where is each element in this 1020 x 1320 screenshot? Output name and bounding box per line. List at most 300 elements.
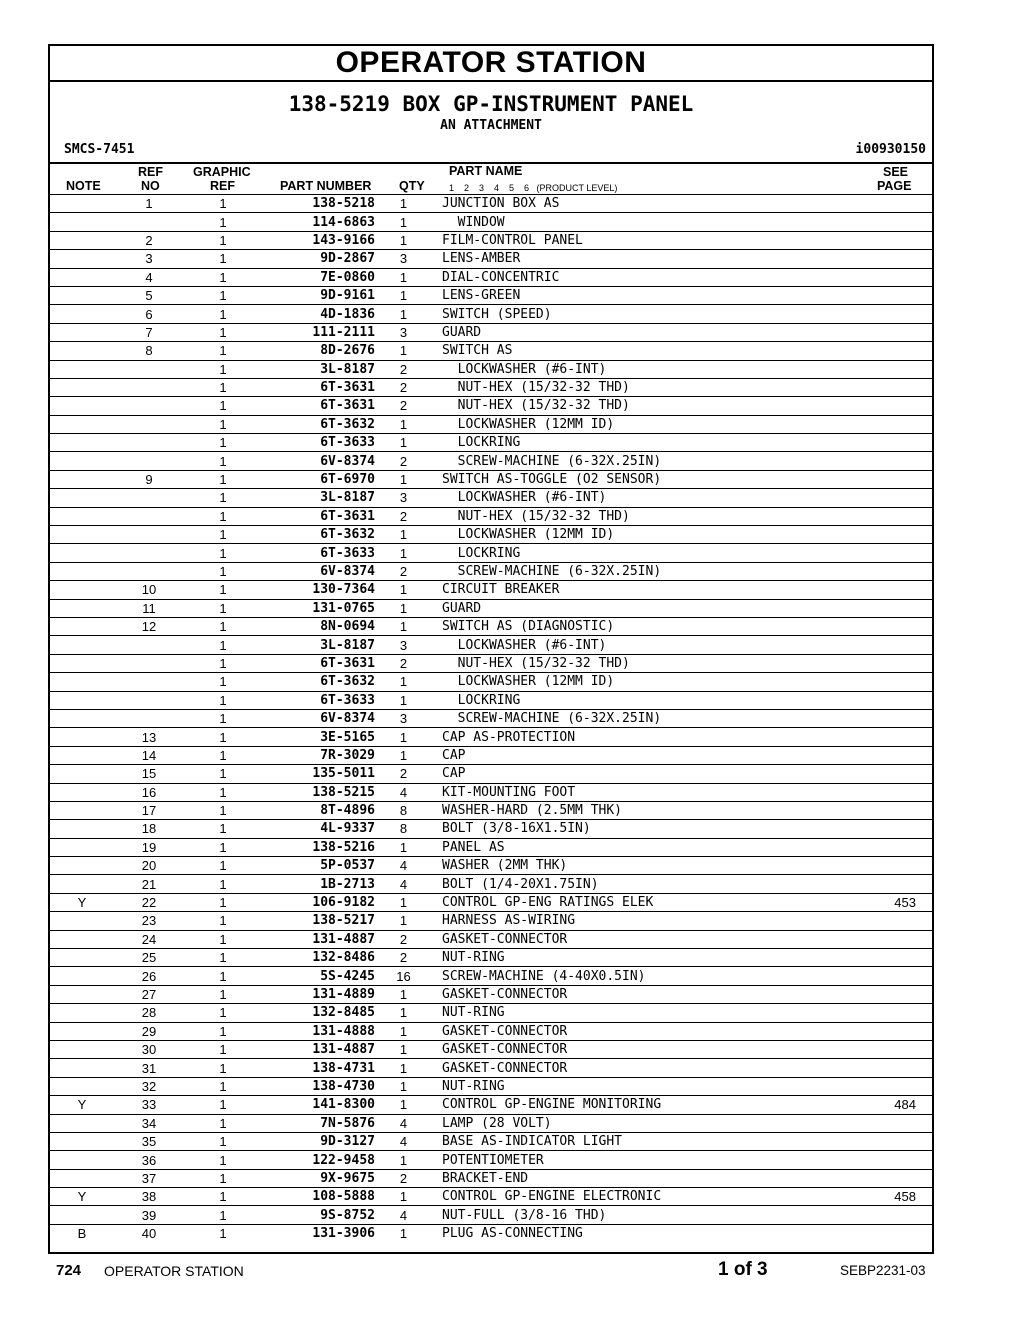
cell-pn: 3L-8187	[262, 489, 375, 507]
cell-gref: 1	[184, 360, 262, 378]
cell-see	[862, 434, 932, 452]
cell-qty: 1	[375, 434, 432, 452]
cell-see	[862, 286, 932, 304]
cell-pn: 6T-3631	[262, 397, 375, 415]
table-row	[50, 857, 932, 875]
cell-name: LOCKWASHER (12MM ID)	[432, 415, 862, 433]
cell-qty: 2	[375, 1169, 432, 1187]
table-row	[50, 783, 932, 801]
table-row	[50, 820, 932, 838]
cell-note	[50, 783, 114, 801]
cell-ref	[114, 378, 184, 396]
table-row	[50, 1132, 932, 1150]
cell-gref: 1	[184, 323, 262, 341]
cell-name: CONTROL GP-ENGINE MONITORING	[432, 1096, 862, 1114]
table-row	[50, 967, 932, 985]
cell-pn: 6V-8374	[262, 709, 375, 727]
cell-qty: 1	[375, 728, 432, 746]
cell-see	[862, 213, 932, 231]
cell-pn: 131-4887	[262, 930, 375, 948]
cell-see	[862, 1114, 932, 1132]
cell-note	[50, 709, 114, 727]
cell-ref: 24	[114, 930, 184, 948]
cell-qty: 3	[375, 489, 432, 507]
cell-pn: 6T-3633	[262, 691, 375, 709]
cell-ref	[114, 360, 184, 378]
cell-note	[50, 415, 114, 433]
cell-see	[862, 305, 932, 323]
cell-name: GUARD	[432, 599, 862, 617]
cell-ref: 8	[114, 342, 184, 360]
cell-gref: 1	[184, 673, 262, 691]
cell-pn: 9S-8752	[262, 1206, 375, 1224]
cell-pn: 135-5011	[262, 765, 375, 783]
cell-gref: 1	[184, 342, 262, 360]
table-row	[50, 728, 932, 746]
cell-pn: 138-4731	[262, 1059, 375, 1077]
cell-qty: 1	[375, 286, 432, 304]
cell-note	[50, 673, 114, 691]
cell-see	[862, 507, 932, 525]
cell-qty: 1	[375, 268, 432, 286]
cell-gref: 1	[184, 599, 262, 617]
cell-ref	[114, 673, 184, 691]
cell-see	[862, 912, 932, 930]
cell-qty: 2	[375, 378, 432, 396]
cell-note	[50, 930, 114, 948]
col-part-number: PART NUMBER	[280, 179, 372, 193]
cell-name: GASKET-CONNECTOR	[432, 985, 862, 1003]
cell-see	[862, 673, 932, 691]
cell-name: NUT-RING	[432, 1077, 862, 1095]
table-row	[50, 1022, 932, 1040]
cell-qty: 1	[375, 1096, 432, 1114]
table-row	[50, 765, 932, 783]
table-row	[50, 213, 932, 231]
table-row	[50, 231, 932, 249]
cell-gref: 1	[184, 930, 262, 948]
page-footer	[0, 1258, 1020, 1288]
cell-see	[862, 250, 932, 268]
parts-list-frame	[48, 44, 934, 1254]
cell-see	[862, 415, 932, 433]
cell-qty: 1	[375, 617, 432, 635]
table-row	[50, 636, 932, 654]
cell-gref: 1	[184, 268, 262, 286]
cell-note	[50, 875, 114, 893]
cell-ref	[114, 434, 184, 452]
cell-qty: 16	[375, 967, 432, 985]
col-note: NOTE	[66, 179, 101, 193]
cell-note: Y	[50, 893, 114, 911]
cell-qty: 2	[375, 765, 432, 783]
cell-name: BOLT (3/8-16X1.5IN)	[432, 820, 862, 838]
cell-ref: 17	[114, 801, 184, 819]
cell-note	[50, 268, 114, 286]
cell-see	[862, 562, 932, 580]
cell-ref	[114, 213, 184, 231]
cell-qty: 1	[375, 1059, 432, 1077]
table-row	[50, 562, 932, 580]
cell-pn: 7R-3029	[262, 746, 375, 764]
cell-qty: 4	[375, 1132, 432, 1150]
cell-gref: 1	[184, 1151, 262, 1169]
cell-qty: 2	[375, 930, 432, 948]
cell-ref: 36	[114, 1151, 184, 1169]
cell-note	[50, 654, 114, 672]
cell-note	[50, 765, 114, 783]
cell-see	[862, 489, 932, 507]
cell-qty: 1	[375, 213, 432, 231]
cell-gref: 1	[184, 967, 262, 985]
cell-ref: 31	[114, 1059, 184, 1077]
cell-name: HARNESS AS-WIRING	[432, 912, 862, 930]
cell-see	[862, 470, 932, 488]
cell-ref: 14	[114, 746, 184, 764]
cell-ref	[114, 654, 184, 672]
cell-pn: 3L-8187	[262, 636, 375, 654]
footer-section: OPERATOR STATION	[104, 1263, 244, 1279]
cell-note	[50, 323, 114, 341]
cell-see: 484	[862, 1096, 932, 1114]
cell-see	[862, 1004, 932, 1022]
document-number: SEBP2231-03	[840, 1263, 926, 1278]
cell-pn: 9D-9161	[262, 286, 375, 304]
table-row	[50, 746, 932, 764]
col-part-name: PART NAME	[449, 164, 523, 178]
cell-qty: 1	[375, 1188, 432, 1206]
cell-see	[862, 378, 932, 396]
table-row	[50, 1059, 932, 1077]
cell-see	[862, 397, 932, 415]
cell-ref: 37	[114, 1169, 184, 1187]
cell-pn: 138-5217	[262, 912, 375, 930]
cell-see	[862, 231, 932, 249]
cell-gref: 1	[184, 1206, 262, 1224]
group-title: 138-5219 BOX GP-INSTRUMENT PANEL	[288, 92, 694, 116]
cell-name: WASHER-HARD (2.5MM THK)	[432, 801, 862, 819]
cell-ref	[114, 562, 184, 580]
cell-see	[862, 820, 932, 838]
cell-name: NUT-HEX (15/32-32 THD)	[432, 654, 862, 672]
cell-name: BRACKET-END	[432, 1169, 862, 1187]
cell-gref: 1	[184, 617, 262, 635]
cell-gref: 1	[184, 231, 262, 249]
cell-ref: 39	[114, 1206, 184, 1224]
table-row	[50, 1004, 932, 1022]
cell-name: LOCKWASHER (12MM ID)	[432, 673, 862, 691]
cell-qty: 4	[375, 875, 432, 893]
smcs-row	[50, 140, 932, 164]
col-graphic-bottom: REF	[210, 179, 235, 193]
cell-note	[50, 562, 114, 580]
cell-see	[862, 617, 932, 635]
cell-name: SCREW-MACHINE (6-32X.25IN)	[432, 452, 862, 470]
table-row	[50, 507, 932, 525]
table-row	[50, 323, 932, 341]
cell-note	[50, 1004, 114, 1022]
table-row	[50, 526, 932, 544]
cell-gref: 1	[184, 1096, 262, 1114]
cell-name: WASHER (2MM THK)	[432, 857, 862, 875]
cell-note	[50, 526, 114, 544]
cell-gref: 1	[184, 250, 262, 268]
cell-gref: 1	[184, 765, 262, 783]
cell-ref	[114, 709, 184, 727]
cell-ref	[114, 507, 184, 525]
cell-name: POTENTIOMETER	[432, 1151, 862, 1169]
cell-ref: 18	[114, 820, 184, 838]
cell-pn: 3L-8187	[262, 360, 375, 378]
cell-gref: 1	[184, 544, 262, 562]
cell-note	[50, 985, 114, 1003]
cell-pn: 138-5215	[262, 783, 375, 801]
cell-gref: 1	[184, 286, 262, 304]
cell-note	[50, 636, 114, 654]
cell-ref: 19	[114, 838, 184, 856]
cell-name: SWITCH AS	[432, 342, 862, 360]
cell-qty: 1	[375, 893, 432, 911]
cell-name: LOCKWASHER (#6-INT)	[432, 636, 862, 654]
cell-note	[50, 581, 114, 599]
cell-see	[862, 636, 932, 654]
cell-note	[50, 452, 114, 470]
table-row	[50, 838, 932, 856]
cell-see	[862, 949, 932, 967]
cell-note	[50, 949, 114, 967]
cell-qty: 1	[375, 581, 432, 599]
cell-ref: 30	[114, 1040, 184, 1058]
cell-gref: 1	[184, 415, 262, 433]
cell-note	[50, 1151, 114, 1169]
cell-see	[862, 783, 932, 801]
cell-name: LOCKWASHER (12MM ID)	[432, 526, 862, 544]
cell-qty: 3	[375, 323, 432, 341]
cell-name: CAP AS-PROTECTION	[432, 728, 862, 746]
cell-see	[862, 1151, 932, 1169]
cell-qty: 1	[375, 912, 432, 930]
cell-ref: 29	[114, 1022, 184, 1040]
cell-ref: 9	[114, 470, 184, 488]
attachment-label: AN ATTACHMENT	[440, 118, 542, 133]
cell-gref: 1	[184, 434, 262, 452]
cell-see	[862, 1206, 932, 1224]
cell-pn: 130-7364	[262, 581, 375, 599]
cell-note	[50, 195, 114, 213]
cell-note	[50, 1040, 114, 1058]
cell-ref: 27	[114, 985, 184, 1003]
cell-qty: 1	[375, 1040, 432, 1058]
cell-name: GASKET-CONNECTOR	[432, 1059, 862, 1077]
table-row	[50, 875, 932, 893]
cell-gref: 1	[184, 728, 262, 746]
cell-name: NUT-HEX (15/32-32 THD)	[432, 378, 862, 396]
cell-note	[50, 305, 114, 323]
cell-see	[862, 654, 932, 672]
cell-qty: 3	[375, 250, 432, 268]
cell-see	[862, 746, 932, 764]
cell-ref: 2	[114, 231, 184, 249]
cell-gref: 1	[184, 397, 262, 415]
cell-name: DIAL-CONCENTRIC	[432, 268, 862, 286]
cell-see	[862, 323, 932, 341]
cell-pn: 131-4889	[262, 985, 375, 1003]
cell-ref: 3	[114, 250, 184, 268]
cell-ref: 16	[114, 783, 184, 801]
cell-name: LOCKWASHER (#6-INT)	[432, 360, 862, 378]
cell-pn: 108-5888	[262, 1188, 375, 1206]
cell-qty: 1	[375, 470, 432, 488]
cell-gref: 1	[184, 949, 262, 967]
cell-name: KIT-MOUNTING FOOT	[432, 783, 862, 801]
cell-pn: 6T-3631	[262, 378, 375, 396]
cell-qty: 8	[375, 801, 432, 819]
table-row	[50, 1224, 932, 1242]
cell-qty: 4	[375, 1206, 432, 1224]
cell-name: LOCKRING	[432, 691, 862, 709]
cell-ref: 12	[114, 617, 184, 635]
cell-gref: 1	[184, 1059, 262, 1077]
cell-pn: 6T-3633	[262, 434, 375, 452]
table-row	[50, 342, 932, 360]
cell-gref: 1	[184, 636, 262, 654]
cell-see	[862, 599, 932, 617]
table-row	[50, 949, 932, 967]
cell-see	[862, 728, 932, 746]
cell-ref: 4	[114, 268, 184, 286]
table-row	[50, 544, 932, 562]
cell-note	[50, 250, 114, 268]
cell-pn: 6T-3631	[262, 654, 375, 672]
cell-pn: 131-0765	[262, 599, 375, 617]
page-of-count: 1 of 3	[718, 1259, 768, 1280]
cell-note	[50, 434, 114, 452]
cell-see	[862, 709, 932, 727]
cell-name: LOCKRING	[432, 544, 862, 562]
cell-note	[50, 599, 114, 617]
cell-ref: 21	[114, 875, 184, 893]
cell-note	[50, 1059, 114, 1077]
cell-see	[862, 581, 932, 599]
cell-note	[50, 544, 114, 562]
table-row	[50, 985, 932, 1003]
cell-pn: 132-8485	[262, 1004, 375, 1022]
cell-gref: 1	[184, 1188, 262, 1206]
cell-pn: 3E-5165	[262, 728, 375, 746]
cell-qty: 2	[375, 397, 432, 415]
cell-ref: 6	[114, 305, 184, 323]
cell-gref: 1	[184, 526, 262, 544]
cell-see	[862, 930, 932, 948]
cell-gref: 1	[184, 691, 262, 709]
cell-pn: 6T-3632	[262, 415, 375, 433]
cell-gref: 1	[184, 838, 262, 856]
cell-pn: 122-9458	[262, 1151, 375, 1169]
cell-ref	[114, 415, 184, 433]
table-row	[50, 250, 932, 268]
table-row	[50, 599, 932, 617]
cell-gref: 1	[184, 305, 262, 323]
cell-name: SWITCH AS-TOGGLE (O2 SENSOR)	[432, 470, 862, 488]
cell-pn: 138-5218	[262, 195, 375, 213]
cell-ref: 10	[114, 581, 184, 599]
cell-name: LENS-AMBER	[432, 250, 862, 268]
cell-gref: 1	[184, 801, 262, 819]
cell-note	[50, 967, 114, 985]
cell-note	[50, 213, 114, 231]
table-row	[50, 912, 932, 930]
cell-note	[50, 507, 114, 525]
col-ref-bottom: NO	[141, 179, 160, 193]
cell-name: GASKET-CONNECTOR	[432, 1040, 862, 1058]
cell-qty: 1	[375, 526, 432, 544]
cell-qty: 4	[375, 783, 432, 801]
cell-gref: 1	[184, 562, 262, 580]
cell-see	[862, 1224, 932, 1242]
smcs-code: SMCS-7451	[64, 142, 135, 157]
cell-qty: 3	[375, 709, 432, 727]
cell-note	[50, 489, 114, 507]
cell-see	[862, 342, 932, 360]
cell-see	[862, 985, 932, 1003]
section-title: OPERATOR STATION	[50, 46, 932, 82]
cell-note: B	[77, 1226, 87, 1242]
cell-ref	[114, 526, 184, 544]
cell-pn: 6V-8374	[262, 452, 375, 470]
cell-qty: 1	[375, 342, 432, 360]
cell-pn: 5P-0537	[262, 857, 375, 875]
cell-see	[862, 875, 932, 893]
cell-note	[50, 1077, 114, 1095]
table-row	[50, 305, 932, 323]
cell-gref: 1	[184, 893, 262, 911]
cell-pn: 7N-5876	[262, 1114, 375, 1132]
cell-ref: 35	[114, 1132, 184, 1150]
cell-pn: 138-4730	[262, 1077, 375, 1095]
cell-pn: 8N-0694	[262, 617, 375, 635]
cell-see	[862, 967, 932, 985]
table-row	[50, 1169, 932, 1187]
cell-pn: 5S-4245	[262, 967, 375, 985]
cell-ref	[114, 452, 184, 470]
cell-name: SCREW-MACHINE (6-32X.25IN)	[432, 709, 862, 727]
cell-see	[862, 195, 932, 213]
cell-pn: 1B-2713	[262, 875, 375, 893]
cell-qty: 1	[375, 1151, 432, 1169]
cell-name: CAP	[432, 746, 862, 764]
cell-ref: 22	[114, 893, 184, 911]
cell-gref: 1	[184, 470, 262, 488]
table-row	[50, 930, 932, 948]
cell-see	[862, 1169, 932, 1187]
cell-pn: 8T-4896	[262, 801, 375, 819]
cell-pn: 111-2111	[262, 323, 375, 341]
cell-name: JUNCTION BOX AS	[432, 195, 862, 213]
cell-qty: 1	[375, 673, 432, 691]
cell-qty: 1	[375, 746, 432, 764]
table-row	[50, 1077, 932, 1095]
cell-note	[50, 691, 114, 709]
cell-note	[50, 746, 114, 764]
table-row	[50, 1040, 932, 1058]
cell-note	[50, 912, 114, 930]
cell-gref: 1	[184, 1114, 262, 1132]
cell-qty: 1	[375, 1077, 432, 1095]
col-ref-top: REF	[138, 165, 163, 179]
table-row	[50, 286, 932, 304]
cell-qty: 4	[375, 1114, 432, 1132]
cell-qty: 1	[375, 599, 432, 617]
